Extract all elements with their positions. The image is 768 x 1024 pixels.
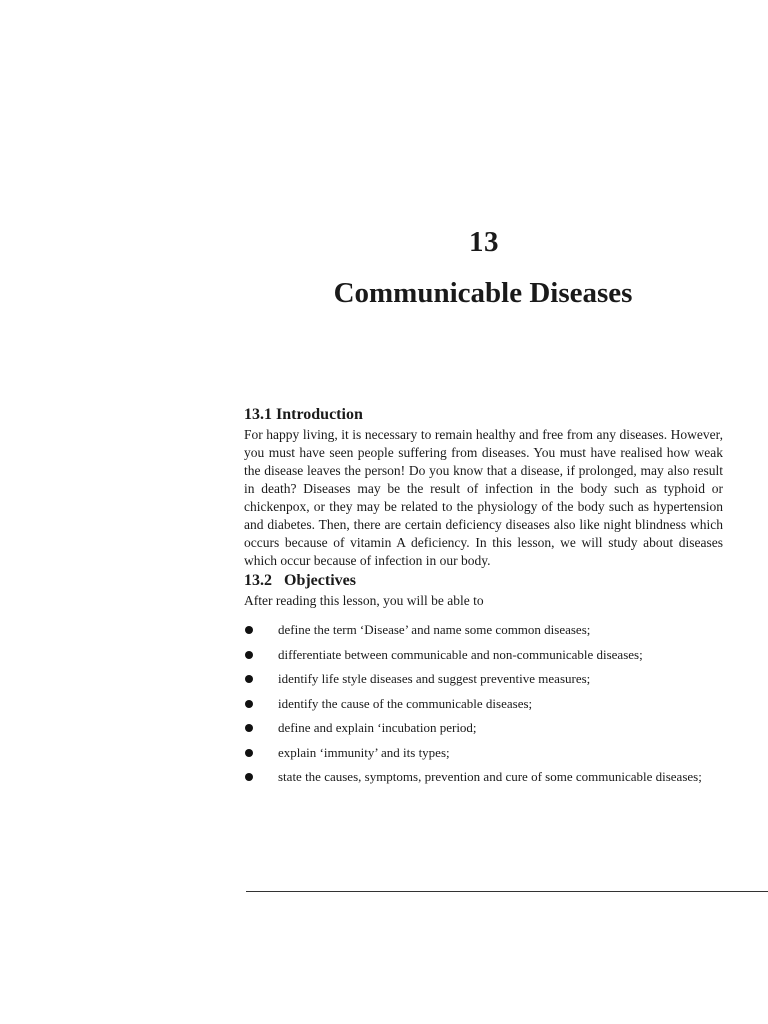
- list-item-text: define and explain ‘incubation period;: [278, 720, 477, 735]
- bullet-icon: [245, 724, 253, 732]
- list-item-text: define the term ‘Disease’ and name some common diseases;: [278, 622, 591, 637]
- list-item: [244, 621, 723, 639]
- bullet-icon: [245, 675, 253, 683]
- chapter-title: Communicable Diseases: [333, 277, 633, 309]
- page-content: [244, 404, 723, 793]
- chapter-number: 13: [469, 226, 499, 258]
- list-item: [244, 744, 723, 762]
- objectives-list: [244, 621, 723, 786]
- objectives-heading: 13.2 Objectives: [244, 572, 356, 589]
- bullet-icon: [245, 773, 253, 781]
- list-item: [244, 670, 723, 688]
- list-item-text: state the causes, symptoms, prevention and cure of some communicable diseases;: [278, 769, 702, 784]
- bullet-icon: [245, 626, 253, 634]
- bullet-icon: [245, 749, 253, 757]
- list-item: [244, 719, 723, 737]
- objectives-lead: After reading this lesson, you will be able to: [244, 593, 484, 608]
- list-item-text: differentiate between communicable and non-communicable diseases;: [278, 646, 643, 662]
- footer-divider: [246, 891, 768, 892]
- introduction-heading: 13.1 Introduction: [244, 406, 363, 423]
- list-item: [244, 695, 723, 713]
- bullet-icon: [245, 700, 253, 708]
- list-item: [244, 768, 723, 786]
- list-item-text: identify life style diseases and suggest preventive measures;: [278, 671, 591, 686]
- introduction-paragraph: For happy living, it is necessary to remain healthy and free from any diseases. However, you must have seen people suffering from diseases. You must have realised how weak the disease leaves the person! Do you know that a disease, if prolonged, may also result in death? Diseases may be the result of infection in the body such as typhoid or chickenpox, or they may be related to the physiology of the body such as hypertension and diabetes. Then, there are certain deficiency diseases also like night blindness which occurs because of vitamin A deficiency. In this lesson, we will study about diseases which occur because of infection in our body.: [244, 427, 723, 568]
- list-item-text: identify the cause of the communicable diseases;: [278, 695, 533, 711]
- bullet-icon: [245, 651, 253, 659]
- list-item-text: explain ‘immunity’ and its types;: [278, 744, 450, 760]
- list-item: [244, 646, 723, 664]
